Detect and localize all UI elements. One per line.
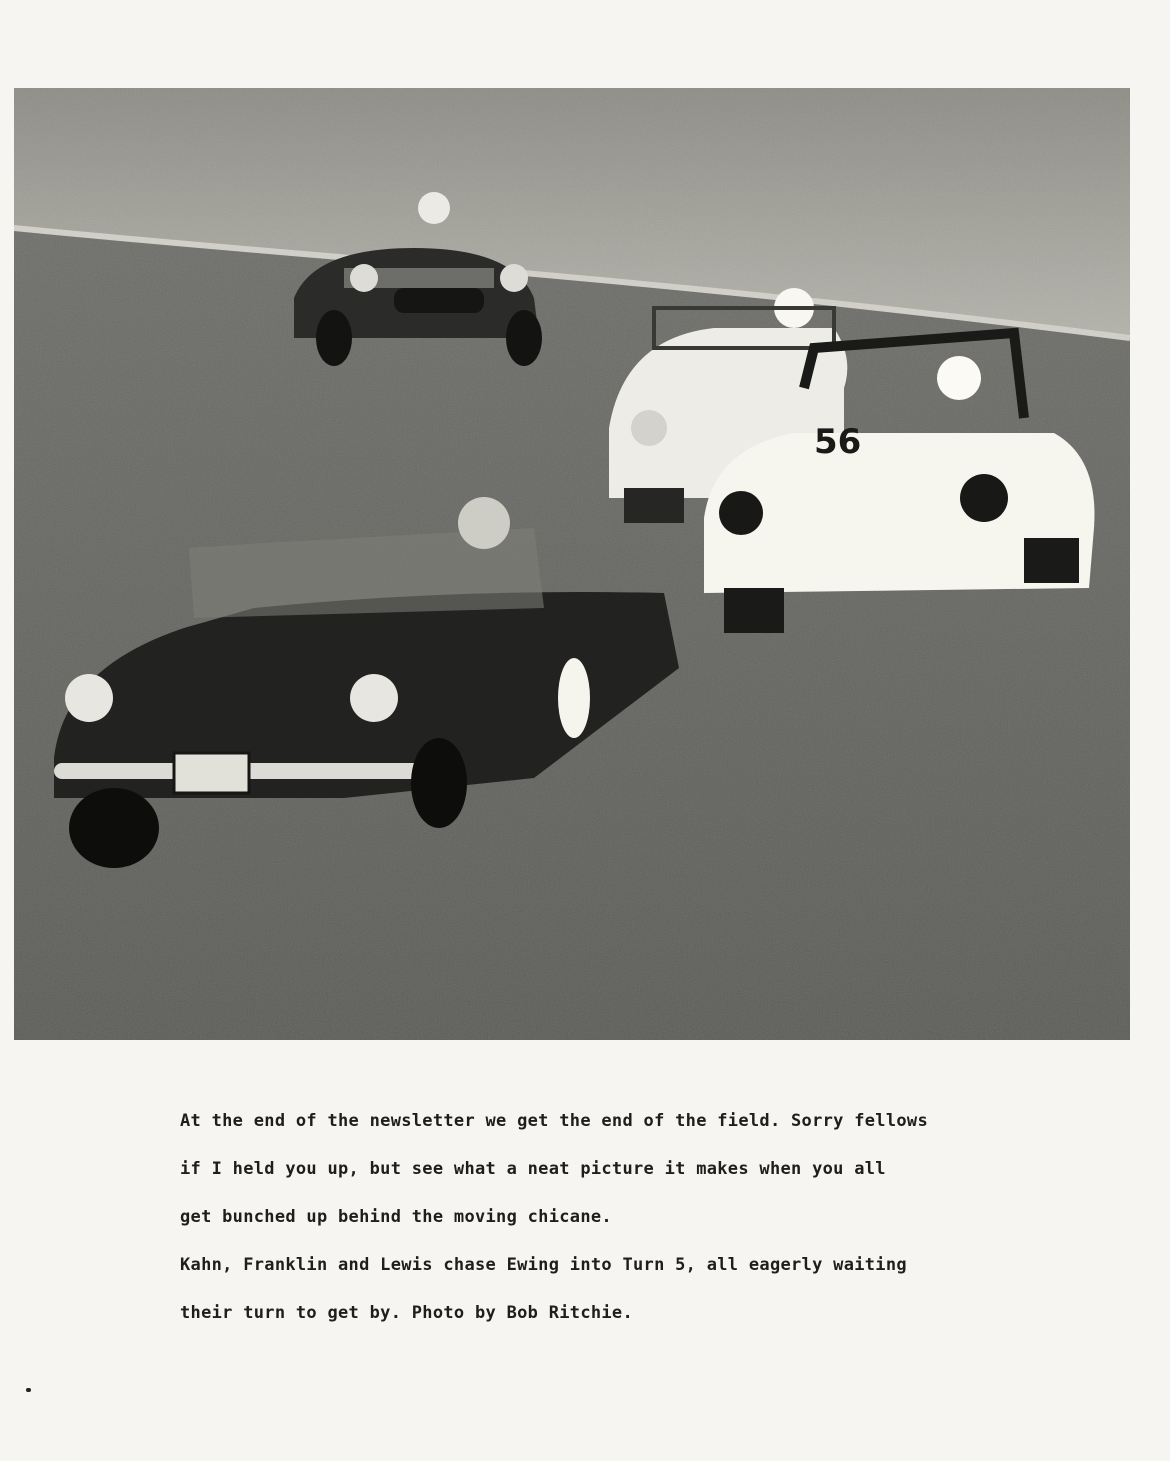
caption-line-1: At the end of the newsletter we get the end of the field. Sorry fellows — [180, 1111, 928, 1131]
photo-caption — [180, 1104, 1080, 1344]
caption-line-3: get bunched up behind the moving chicane. — [180, 1207, 612, 1227]
caption-line-5: their turn to get by. Photo by Bob Ritchie. — [180, 1303, 633, 1323]
caption-line-2: if I held you up, but see what a neat picture it makes when you all — [180, 1159, 886, 1179]
svg-text:56: 56 — [814, 422, 862, 462]
paper-speck — [26, 1388, 31, 1392]
caption-line-4: Kahn, Franklin and Lewis chase Ewing into Turn 5, all eagerly waiting — [180, 1255, 907, 1275]
race-photo — [14, 88, 1130, 1040]
race-photo-illustration — [14, 88, 1130, 1040]
